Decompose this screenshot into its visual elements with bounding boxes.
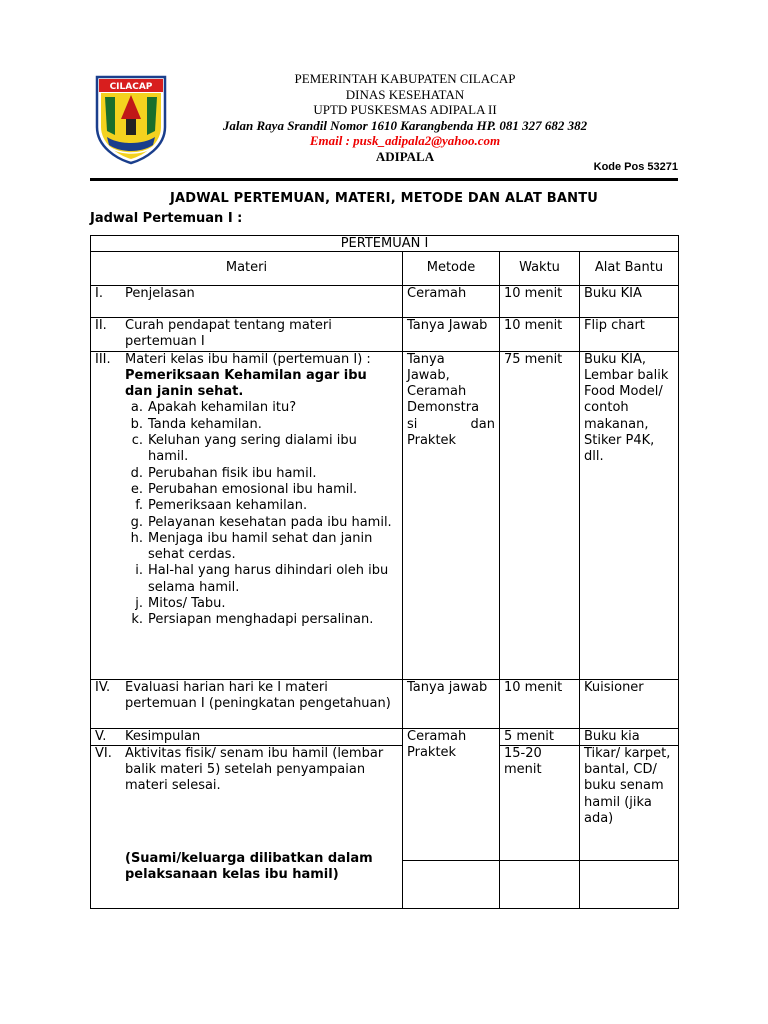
row-alat: Tikar/ karpet, bantal, CD/ buku senam hamil (jika ada) [580,745,679,860]
row-materi: Penjelasan [125,286,195,301]
row-alat: Buku KIA [580,286,679,318]
row-waktu: 75 menit [500,351,580,679]
row-metode: Tanya Jawab, Ceramah Demonstra si dan Praktek [403,351,500,679]
row-waktu: 15-20 menit [500,745,580,860]
row-number: VI. [95,745,112,761]
row-materi-topic: Pemeriksaan Kehamilan agar ibu dan janin sehat. [125,367,367,400]
row-metode: Praktek [407,744,457,760]
row-number: IV. [95,679,111,695]
table-row [91,351,679,679]
list-item: a. Apakah kehamilan itu? [130,400,297,416]
list-item: j. Mitos/ Tabu. [135,596,226,612]
row-metode: Tanya Jawab [403,318,500,352]
table-note: (Suami/keluarga dilibatkan dalam pelaksanaan kelas ibu hamil) [125,850,373,883]
header-line-2: DINAS KESEHATAN [345,86,465,102]
svg-text:CILACAP: CILACAP [109,82,153,92]
col-materi: Materi [91,252,403,286]
header-line-1: PEMERINTAH KABUPATEN CILACAP [294,71,516,86]
cilacap-logo [95,75,167,165]
row-metode: Ceramah [403,286,500,318]
col-waktu: Waktu [500,252,580,286]
row-metode: Ceramah [407,728,467,744]
col-metode: Metode [403,252,500,286]
row-number: V. [95,728,107,744]
row-materi: Kesimpulan [125,728,201,744]
row-materi: Materi kelas ibu hamil (pertemuan I) : [125,351,371,367]
row-materi: Aktivitas fisik/ senam ibu hamil (lembar balik materi 5) setelah penyampaian materi selesai. [125,745,384,794]
row-number: I. [95,286,103,301]
header-email: Email : pusk_adipala2@yahoo.com [309,133,501,148]
empty-cell [500,860,580,908]
list-item: i. Hal-hal yang harus dihindari oleh ibu selama hamil. [135,563,389,595]
header-line-3: UPTD PUSKESMAS ADIPALA II [313,102,497,117]
table-row [91,286,679,318]
row-materi: Evaluasi harian hari ke I materi pertemuan I (peningkatan pengetahuan) [125,679,391,711]
row-alat: Buku KIA, Lembar balik Food Model/ contoh makanan, Stiker P4K, dll. [580,351,679,679]
row-materi: Curah pendapat tentang materi pertemuan I [125,318,332,350]
table-row [91,728,679,745]
table-caption-row [91,236,679,252]
table-row [91,679,679,728]
row-waktu: 5 menit [500,728,580,745]
kode-pos: Kode Pos 53271 [593,161,678,173]
list-item: b. Tanda kehamilan. [130,416,262,432]
row-waktu: 10 menit [500,286,580,318]
row-alat: Flip chart [580,318,679,352]
list-item: c. Keluhan yang sering dialami ibu hamil. [131,433,357,465]
table-row [91,745,679,860]
row-alat: Buku kia [580,728,679,745]
letterhead [170,71,640,164]
list-item: f. Pemeriksaan kehamilan. [135,498,308,514]
header-address: Jalan Raya Srandil Nomor 1610 Karangbenda HP. 081 327 682 382 [222,117,588,133]
header-divider [90,178,678,181]
empty-cell [580,860,679,908]
table-row [91,318,679,352]
document-subtitle: Jadwal Pertemuan I : [90,211,243,226]
header-town: ADIPALA [375,148,435,164]
row-number: II. [95,318,107,333]
row-number: III. [95,351,111,367]
empty-cell [403,860,500,908]
table-header-row [91,252,679,286]
table-caption: PERTEMUAN I [91,236,679,252]
row-metode: Tanya jawab [403,679,500,728]
schedule-table [90,235,679,909]
list-item: e. Perubahan emosional ibu hamil. [130,481,358,497]
row-waktu: 10 menit [500,318,580,352]
list-item: h. Menjaga ibu hamil sehat dan janin sehat cerdas. [130,530,373,563]
document-title: JADWAL PERTEMUAN, MATERI, METODE DAN ALAT BANTU [169,191,599,206]
list-item: g. Pelayanan kesehatan pada ibu hamil. [130,514,392,530]
row-metode-merged [403,728,500,860]
list-item: d. Perubahan fisik ibu hamil. [130,465,317,481]
list-item: k. Persiapan menghadapi persalinan. [131,612,374,628]
row-alat: Kuisioner [580,679,679,728]
row-waktu: 10 menit [500,679,580,728]
col-alat-bantu: Alat Bantu [580,252,679,286]
